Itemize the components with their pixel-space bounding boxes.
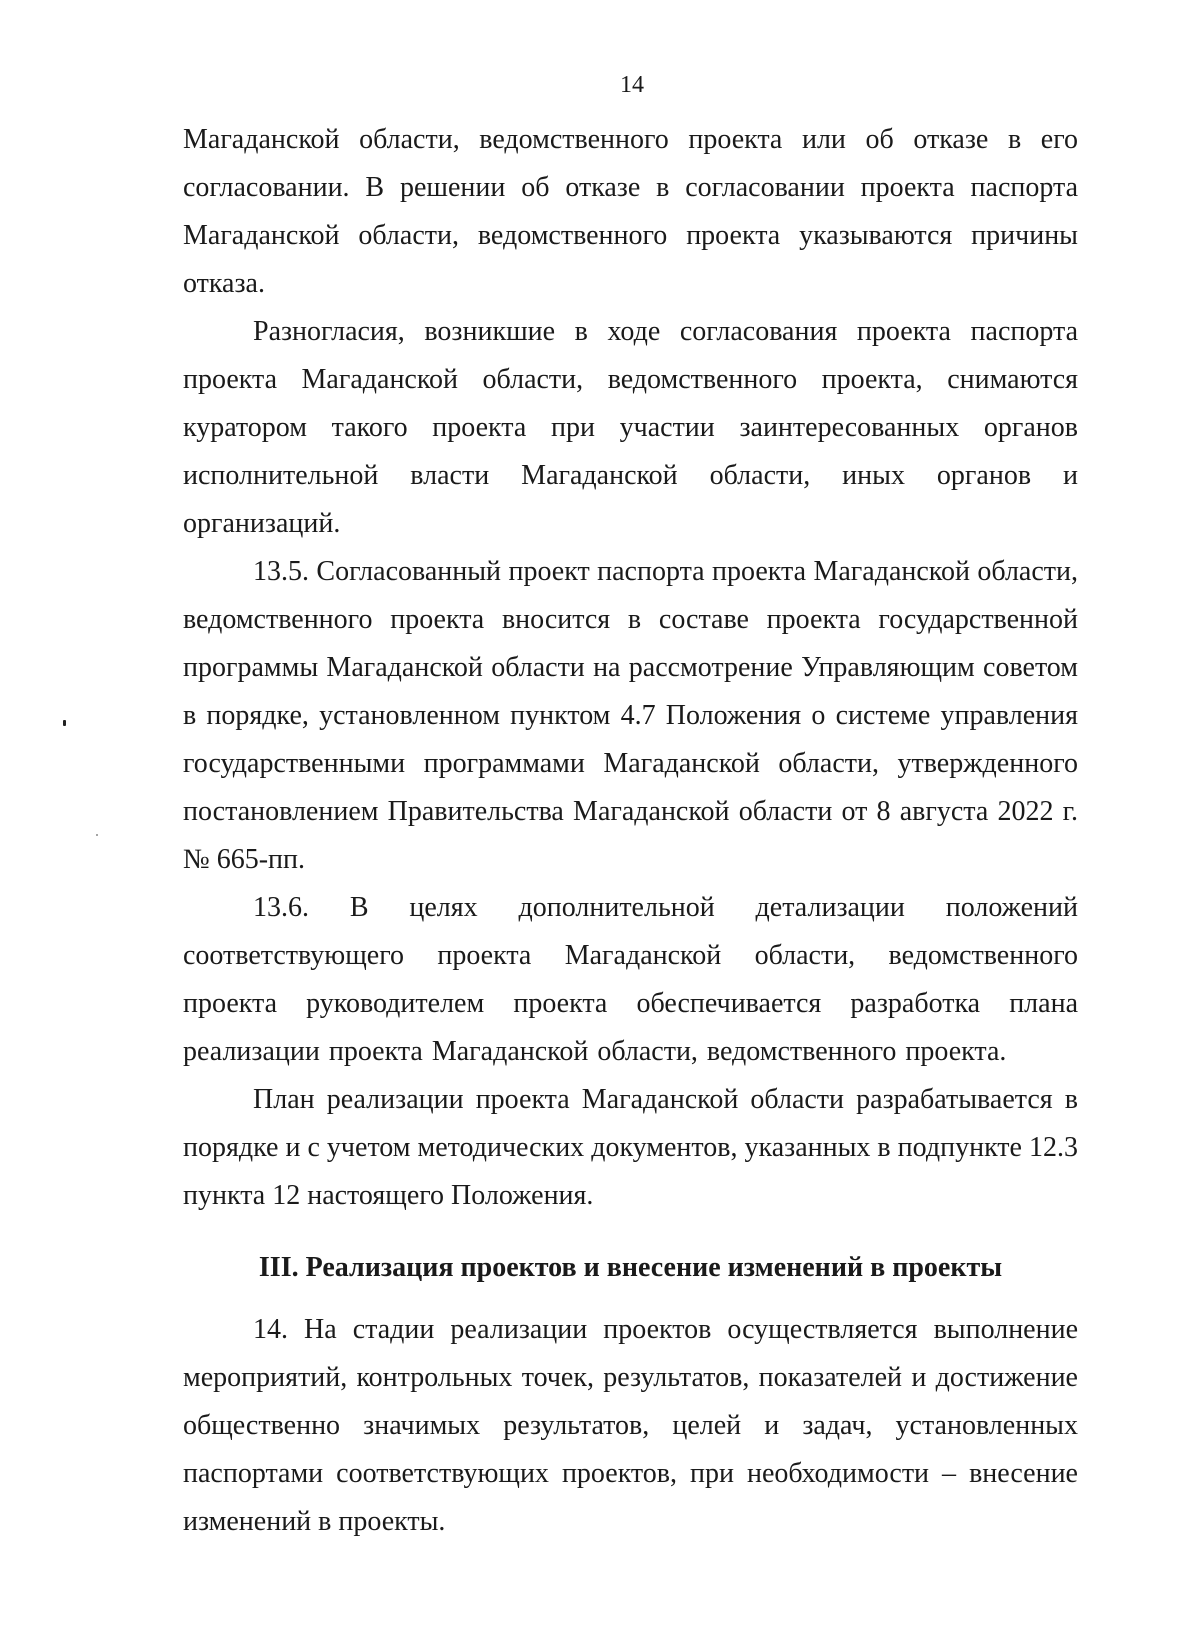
section-heading: III. Реализация проектов и внесение изменений в проекты <box>258 1252 1003 1283</box>
paragraph-continuation: Магаданской области, ведомственного проекта или об отказе в его согласовании. В решении об отказе в согласовании проекта паспорта Магаданской области, ведомственного проекта указываются причины отказа. <box>183 124 1078 299</box>
paragraph-disagreements: Разногласия, возникшие в ходе согласования проекта паспорта проекта Магаданской области, ведомственного проекта, снимаются куратором такого проекта при участии заинтересованных органов исполнительной власти Магаданской области, иных органов и организаций. <box>183 316 1078 539</box>
page-number: 14 <box>620 72 644 98</box>
page-body <box>183 116 1078 1546</box>
paragraph-implementation-plan: План реализации проекта Магаданской области разрабатывается в порядке и с учетом методических документов, указанных в подпункте 12.3 пункта 12 настоящего Положения. <box>183 1084 1078 1211</box>
paragraph-13-6: 13.6. В целях дополнительной детализации положений соответствующего проекта Магаданской области, ведомственного проекта руководителем проекта обеспечивается разработка плана реализации проекта Магаданской области, ведомственного проекта. <box>183 892 1078 1067</box>
scan-speck <box>96 834 98 836</box>
paragraph-13-5: 13.5. Согласованный проект паспорта проекта Магаданской области, ведомственного проекта вносится в составе проекта государственной программы Магаданской области на рассмотрение Управляющим советом в порядке, установленном пунктом 4.7 Положения о системе управления государственными программами Магаданской области, утвержденного постановлением Правительства Магаданской области от 8 августа 2022 г. № 665-пп. <box>183 556 1078 875</box>
paragraph-14: 14. На стадии реализации проектов осуществляется выполнение мероприятий, контрольных точек, результатов, показателей и достижение общественно значимых результатов, целей и задач, установленных паспортами соответствующих проектов, при необходимости – внесение изменений в проекты. <box>183 1314 1078 1537</box>
scan-speck <box>63 720 66 726</box>
